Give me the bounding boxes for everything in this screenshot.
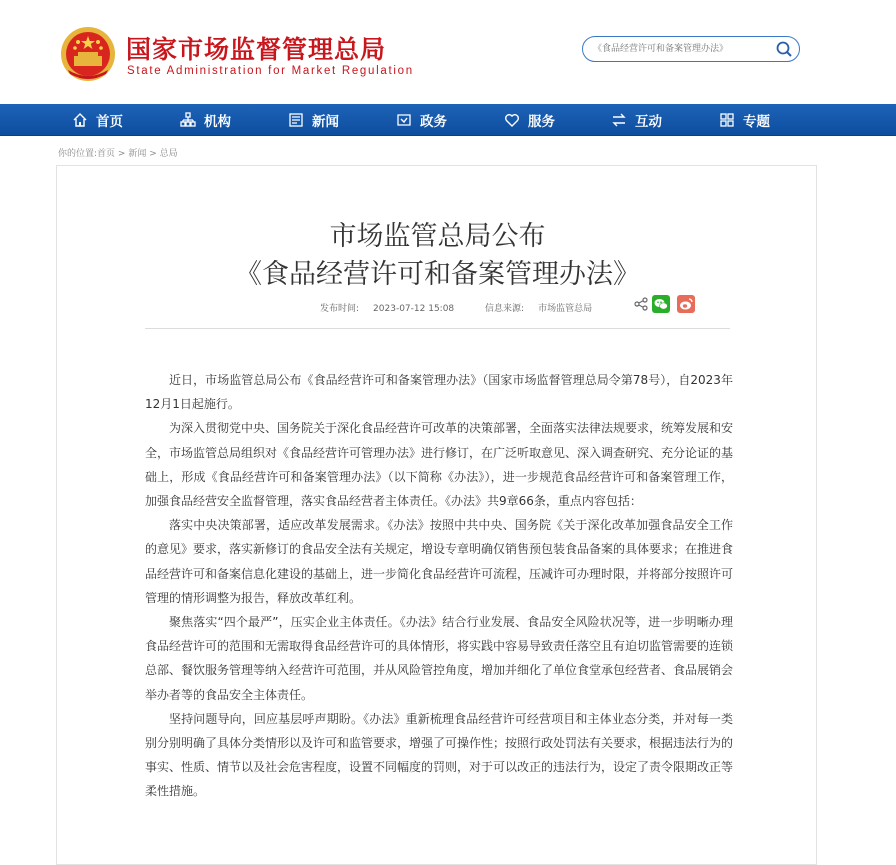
search-icon[interactable] bbox=[775, 40, 793, 58]
search-input[interactable] bbox=[593, 41, 773, 57]
site-header bbox=[0, 0, 896, 104]
government-icon bbox=[396, 112, 412, 128]
title-divider bbox=[145, 328, 730, 329]
national-emblem-icon[interactable] bbox=[60, 26, 116, 82]
site-name-chinese[interactable]: 国家市场监督管理总局 bbox=[126, 35, 387, 64]
nav-item-home[interactable] bbox=[72, 104, 123, 135]
article-meta bbox=[320, 301, 620, 314]
nav-label: 专题 bbox=[743, 113, 770, 130]
article-paragraph: 聚焦落实“四个最严”，压实企业主体责任。《办法》结合行业发展、食品安全风险状况等，进一步明晰办理食品经营许可的范围和无需取得食品经营许可的具体情形，将实践中容易导致责任落空且有迫切监管需要的连锁总部、餐饮服务管理等纳入经营许可范围，并从风险管控角度，增加并细化了单位食堂承包经营者、食品展销会举办者等的食品安全主体责任。 bbox=[145, 615, 734, 702]
breadcrumb-news[interactable]: 新闻 bbox=[128, 149, 147, 159]
site-name-english[interactable]: State Administration for Market Regulation bbox=[127, 65, 414, 77]
news-icon bbox=[288, 112, 304, 128]
nav-item-institutions[interactable] bbox=[180, 104, 231, 135]
main-nav bbox=[0, 104, 896, 136]
breadcrumb bbox=[58, 146, 178, 159]
article-panel bbox=[56, 165, 817, 865]
article-title-line1: 市场监管总局公布 bbox=[329, 221, 546, 252]
topics-icon bbox=[719, 112, 735, 128]
article-paragraph: 近日，市场监管总局公布《食品经营许可和备案管理办法》（国家市场监督管理总局令第78号），自2023年12月1日起施行。 bbox=[145, 373, 733, 412]
heart-icon bbox=[504, 112, 520, 128]
home-icon bbox=[72, 112, 88, 128]
article-paragraph: 落实中央决策部署，适应改革发展需求。《办法》按照中共中央、国务院《关于深化改革加强食品安全工作的意见》要求，落实新修订的食品安全法有关规定，增设专章明确仅销售预包装食品备案的具体要求；在推进食品经营许可和备案信息化建设的基础上，进一步简化食品经营许可流程，压减许可办理时限，并将部分按照许可管理的情形调整为报告，释放改革红利。 bbox=[145, 518, 734, 605]
wechat-icon[interactable] bbox=[652, 295, 670, 313]
search-box bbox=[582, 36, 800, 62]
nav-label: 首页 bbox=[96, 113, 123, 130]
publish-time: 2023-07-12 15:08 bbox=[373, 304, 455, 314]
nav-item-interaction[interactable] bbox=[611, 104, 662, 135]
nav-label: 互动 bbox=[635, 113, 662, 130]
breadcrumb-home[interactable]: 首页 bbox=[97, 149, 116, 159]
breadcrumb-separator: > bbox=[115, 149, 129, 159]
weibo-icon[interactable] bbox=[677, 295, 695, 313]
nav-label: 政务 bbox=[420, 113, 447, 130]
nav-label: 新闻 bbox=[312, 113, 339, 130]
nav-item-services[interactable] bbox=[504, 104, 555, 135]
article-title-line2: 《食品经营许可和备案管理办法》 bbox=[235, 259, 640, 290]
nav-item-news[interactable] bbox=[288, 104, 339, 135]
nav-item-topics[interactable] bbox=[719, 104, 770, 135]
article-body bbox=[145, 368, 733, 804]
source-label: 信息来源: bbox=[485, 304, 525, 314]
breadcrumb-headquarters[interactable]: 总局 bbox=[159, 149, 178, 159]
nav-label: 服务 bbox=[528, 113, 555, 130]
breadcrumb-separator: > bbox=[146, 149, 160, 159]
org-chart-icon bbox=[180, 112, 196, 128]
nav-item-government-affairs[interactable] bbox=[396, 104, 447, 135]
nav-label: 机构 bbox=[204, 113, 231, 130]
source-value: 市场监管总局 bbox=[538, 304, 593, 314]
article-paragraph: 为深入贯彻党中央、国务院关于深化食品经营许可改革的决策部署，全面落实法律法规要求，统筹发展和安全，市场监管总局组织对《食品经营许可管理办法》进行修订，在广泛听取意见、深入调查研究、充分论证的基础上，形成《食品经营许可和备案管理办法》（以下简称《办法》），进一步规范食品经营许可和备案管理工作，加强食品经营安全监督管理，落实食品经营者主体责任。《办法》共9章66条，重点内容包括： bbox=[145, 421, 734, 509]
publish-time-label: 发布时间: bbox=[320, 304, 360, 314]
share-icon[interactable] bbox=[634, 297, 648, 311]
exchange-arrows-icon bbox=[611, 112, 627, 128]
breadcrumb-prefix: 你的位置: bbox=[58, 149, 98, 159]
article-paragraph: 坚持问题导向，回应基层呼声期盼。《办法》重新梳理食品经营许可经营项目和主体业态分类，并对每一类别分别明确了具体分类情形以及许可和监管要求，增强了可操作性；按照行政处罚法有关要求，根据违法行为的事实、性质、情节以及社会危害程度，设置不同幅度的罚则，对于可以改正的违法行为，设定了责令限期改正等柔性措施。 bbox=[145, 711, 734, 799]
